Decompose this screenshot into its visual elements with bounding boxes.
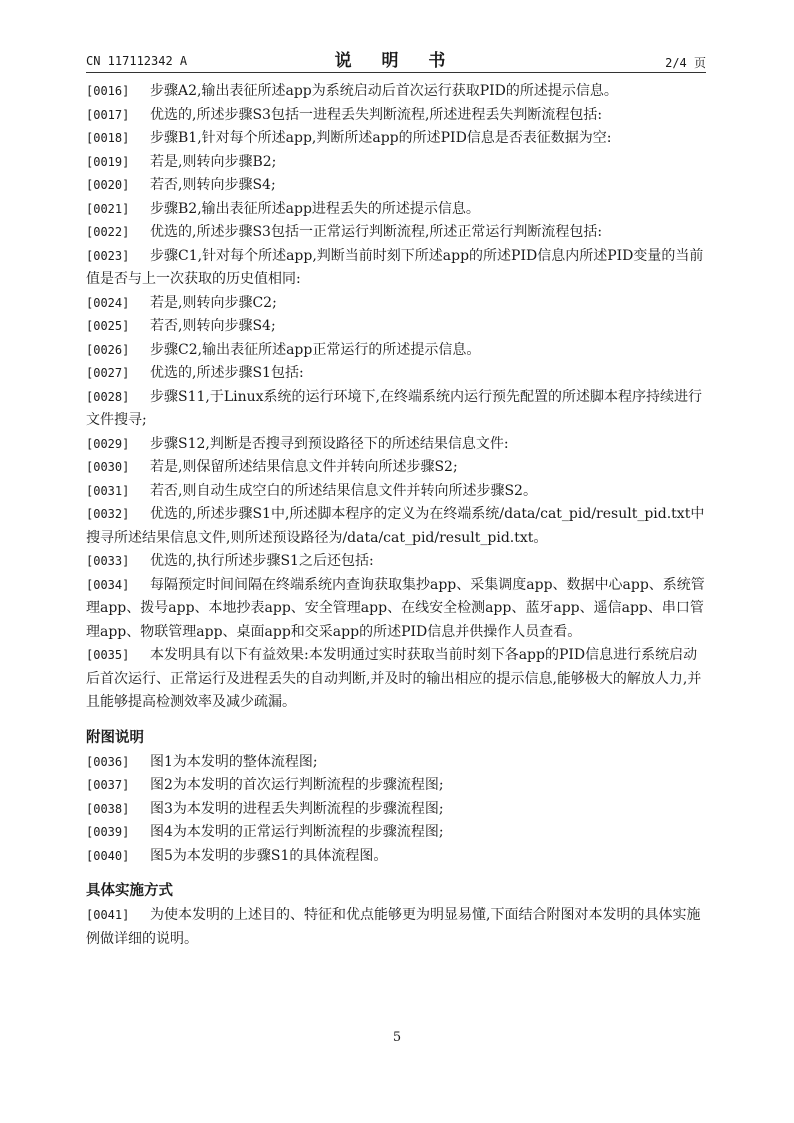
paragraph-text: 图2为本发明的首次运行判断流程的步骤流程图; — [150, 777, 444, 793]
paragraph-text: 优选的,所述步骤S1包括: — [150, 365, 304, 381]
paragraph — [86, 245, 706, 292]
publication-number: CN 117112342 A — [86, 54, 188, 68]
paragraph-number: [0022] — [86, 225, 130, 239]
page-indicator: 2/4 页 — [665, 56, 706, 70]
paragraph-text: 若是,则保留所述结果信息文件并转向所述步骤S2; — [150, 459, 458, 475]
paragraph-text: 优选的,所述步骤S3包括一进程丢失判断流程,所述进程丢失判断流程包括: — [150, 106, 603, 123]
paragraph-text: 优选的,所述步骤S3包括一正常运行判断流程,所述正常运行判断流程包括: — [150, 224, 603, 240]
paragraph-text: 若是,则转向步骤C2; — [150, 294, 277, 311]
paragraph — [86, 433, 706, 457]
paragraph-number: [0036] — [86, 754, 130, 769]
paragraph-number: [0023] — [86, 248, 130, 263]
paragraph-text: 步骤B1,针对每个所述app,判断所述app的所述PID信息是否表征数据为空: — [150, 130, 612, 146]
paragraph — [86, 845, 706, 869]
paragraph-number: [0017] — [86, 107, 130, 122]
paragraph-text: 图1为本发明的整体流程图; — [150, 753, 318, 770]
paragraph — [86, 574, 706, 645]
paragraph — [86, 292, 706, 316]
paragraph-group-figures — [86, 751, 706, 869]
paragraph-text: 步骤C2,输出表征所述app正常运行的所述提示信息。 — [150, 341, 481, 358]
paragraph-number: [0016] — [86, 84, 130, 98]
paragraph-number: [0040] — [86, 848, 130, 863]
paragraph-number: [0018] — [86, 131, 130, 145]
paragraph — [86, 151, 706, 175]
paragraph-text: 步骤B2,输出表征所述app进程丢失的所述提示信息。 — [150, 200, 480, 217]
paragraph-text: 图5为本发明的步骤S1的具体流程图。 — [150, 847, 388, 864]
paragraph-number: [0019] — [86, 154, 130, 169]
paragraph-text: 若否,则转向步骤S4; — [150, 177, 276, 193]
paragraph — [86, 174, 706, 198]
paragraph-text: 若否,则转向步骤S4; — [150, 318, 276, 334]
section-title-embodiment: 具体实施方式 — [86, 883, 173, 899]
paragraph-number: [0033] — [86, 554, 130, 568]
paragraph-number: [0035] — [86, 648, 130, 662]
paragraph — [86, 550, 706, 574]
paragraph-number: [0025] — [86, 319, 130, 333]
paragraph-text: 步骤S12,判断是否搜寻到预设路径下的所述结果信息文件: — [150, 435, 509, 452]
paragraph — [86, 315, 706, 339]
document-body — [86, 80, 706, 951]
paragraph-number: [0024] — [86, 295, 130, 310]
paragraph — [86, 644, 706, 715]
paragraph-text: 为使本发明的上述目的、特征和优点能够更为明显易懂,下面结合附图对本发明的具体实施例做详细的说明。 — [86, 907, 701, 947]
page-header — [86, 44, 706, 73]
paragraph-number: [0028] — [86, 389, 130, 404]
paragraph-text: 图4为本发明的正常运行判断流程的步骤流程图; — [150, 824, 444, 840]
paragraph-number: [0030] — [86, 460, 130, 474]
paragraph-text: 本发明具有以下有益效果:本发明通过实时获取当前时刻下各app的PID信息进行系统启动后首次运行、正常运行及进程丢失的自动判断,并及时的输出相应的提示信息,能够极大的解放人力,并且能够提高检测效率及减少疏漏。 — [86, 647, 702, 710]
paragraph-number: [0034] — [86, 577, 130, 592]
paragraph-text: 图3为本发明的进程丢失判断流程的步骤流程图; — [150, 800, 444, 817]
paragraph-number: [0031] — [86, 483, 130, 498]
section-title-figures: 附图说明 — [86, 729, 144, 746]
paragraph-number: [0020] — [86, 178, 130, 192]
paragraph-text: 若是,则转向步骤B2; — [150, 153, 277, 170]
paragraph-text: 步骤C1,针对每个所述app,判断当前时刻下所述app的所述PID信息内所述PID变量的当前值是否与上一次获取的历史值相同: — [86, 247, 704, 287]
paragraph-number: [0039] — [86, 825, 130, 839]
paragraph — [86, 798, 706, 822]
paragraph-text: 步骤A2,输出表征所述app为系统启动后首次运行获取PID的所述提示信息。 — [150, 83, 618, 99]
paragraph-text: 每隔预定时间间隔在终端系统内查询获取集抄app、采集调度app、数据中心app、系统管理app、拨号app、本地抄表app、安全管理app、在线安全检测app、蓝牙app、遥信app、串口管理app、物联管理app、桌面app和交采app的所述PID信息并供操作人员查看。 — [86, 576, 705, 640]
paragraph — [86, 339, 706, 363]
paragraph — [86, 774, 706, 798]
page-number: 5 — [392, 1030, 402, 1045]
document-title: 说 明 书 — [334, 51, 458, 71]
paragraph-text: 优选的,所述步骤S1中,所述脚本程序的定义为在终端系统/data/cat_pid/result_pid.txt中搜寻所述结果信息文件,则所述预设路径为/data/cat_pid/result_pid.txt。 — [86, 506, 705, 546]
paragraph — [86, 503, 706, 550]
paragraph-number: [0027] — [86, 366, 130, 380]
paragraph-text: 步骤S11,于Linux系统的运行环境下,在终端系统内运行预先配置的所述脚本程序持续进行文件搜寻; — [86, 388, 703, 428]
paragraph — [86, 904, 706, 951]
paragraph — [86, 386, 706, 433]
paragraph — [86, 80, 706, 104]
paragraph-number: [0021] — [86, 201, 130, 216]
paragraph-text: 优选的,执行所述步骤S1之后还包括: — [150, 553, 374, 569]
paragraph — [86, 362, 706, 386]
paragraph — [86, 456, 706, 480]
paragraph — [86, 751, 706, 775]
paragraph — [86, 127, 706, 151]
paragraph-number: [0026] — [86, 342, 130, 357]
paragraph-number: [0032] — [86, 507, 130, 521]
paragraph — [86, 221, 706, 245]
paragraph-group-claims — [86, 80, 706, 715]
paragraph-number: [0041] — [86, 908, 130, 922]
paragraph-number: [0037] — [86, 778, 130, 792]
paragraph-number: [0029] — [86, 436, 130, 451]
paragraph-group-embodiment — [86, 904, 706, 951]
paragraph-text: 若否,则自动生成空白的所述结果信息文件并转向所述步骤S2。 — [150, 482, 537, 499]
paragraph-number: [0038] — [86, 801, 130, 816]
paragraph — [86, 480, 706, 504]
paragraph — [86, 821, 706, 845]
paragraph — [86, 198, 706, 222]
paragraph — [86, 104, 706, 128]
